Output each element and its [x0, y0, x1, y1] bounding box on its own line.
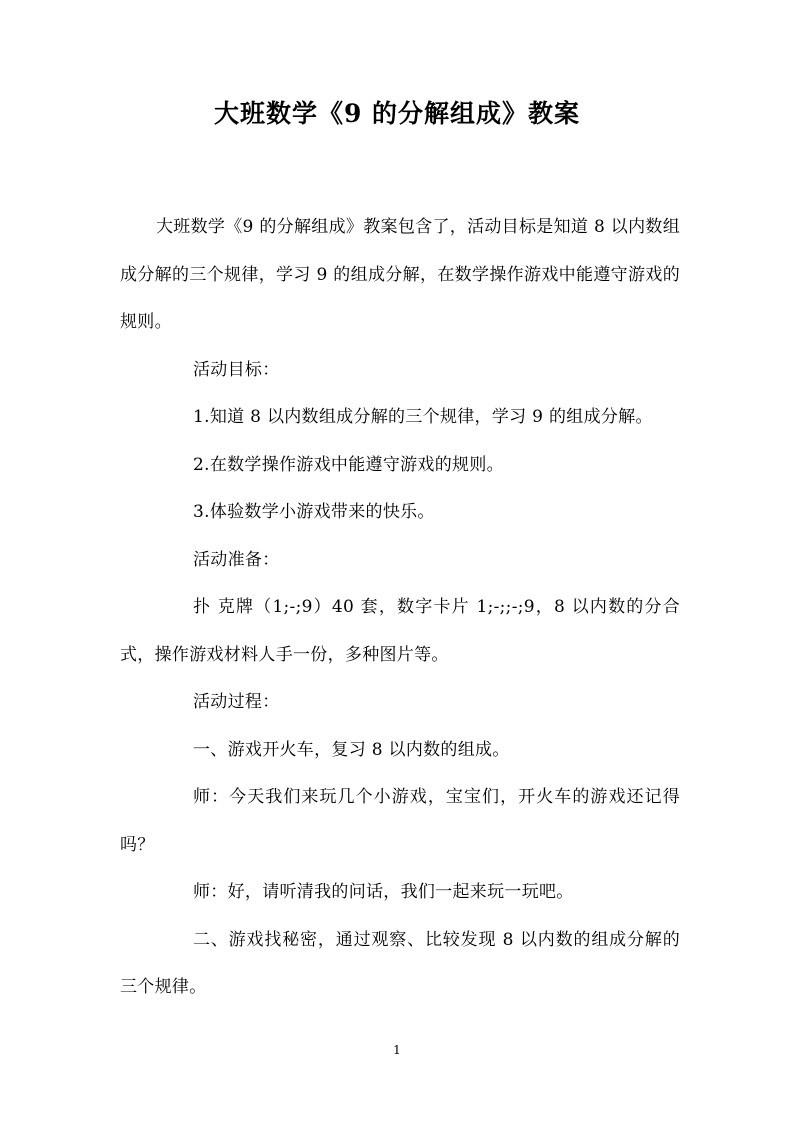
teacher-line-2: 师：好，请听清我的问话，我们一起来玩一玩吧。: [193, 882, 574, 902]
intro-paragraph: 大班数学《9 的分解组成》教案包含了，活动目标是知道 8 以内数组成分解的三个规律，学习 9 的组成分解，在数学操作游戏中能遵守游戏的规则。: [120, 217, 680, 332]
section-heading-preparation: 活动准备：: [193, 549, 280, 570]
process-step-1: 一、游戏开火车，复习 8 以内数的组成。: [193, 739, 510, 760]
section-heading-process: 活动过程：: [193, 692, 280, 712]
goal-item-2: 2.在数学操作游戏中能遵守游戏的规则。: [193, 454, 504, 475]
page-title: 大班数学《9 的分解组成》教案: [213, 99, 581, 128]
page-number: 1: [393, 1043, 401, 1057]
goal-item-3: 3.体验数学小游戏带来的快乐。: [193, 502, 435, 522]
goal-item-1: 1.知道 8 以内数组成分解的三个规律，学习 9 的组成分解。: [193, 407, 653, 427]
process-step-2: 二、游戏找秘密，通过观察、比较发现 8 以内数的组成分解的三个规律。: [120, 929, 680, 997]
teacher-line-1: 师：今天我们来玩几个小游戏，宝宝们，开火车的游戏还记得吗？: [120, 787, 680, 855]
preparation-paragraph: 扑 克牌（1;-;9）40 套，数字卡片 1;-;;-;9，8 以内数的分合式，操作游戏材料人手一份，多种图片等。: [120, 597, 680, 665]
document-body: [120, 204, 680, 1012]
section-heading-goals: 活动目标：: [193, 359, 280, 380]
